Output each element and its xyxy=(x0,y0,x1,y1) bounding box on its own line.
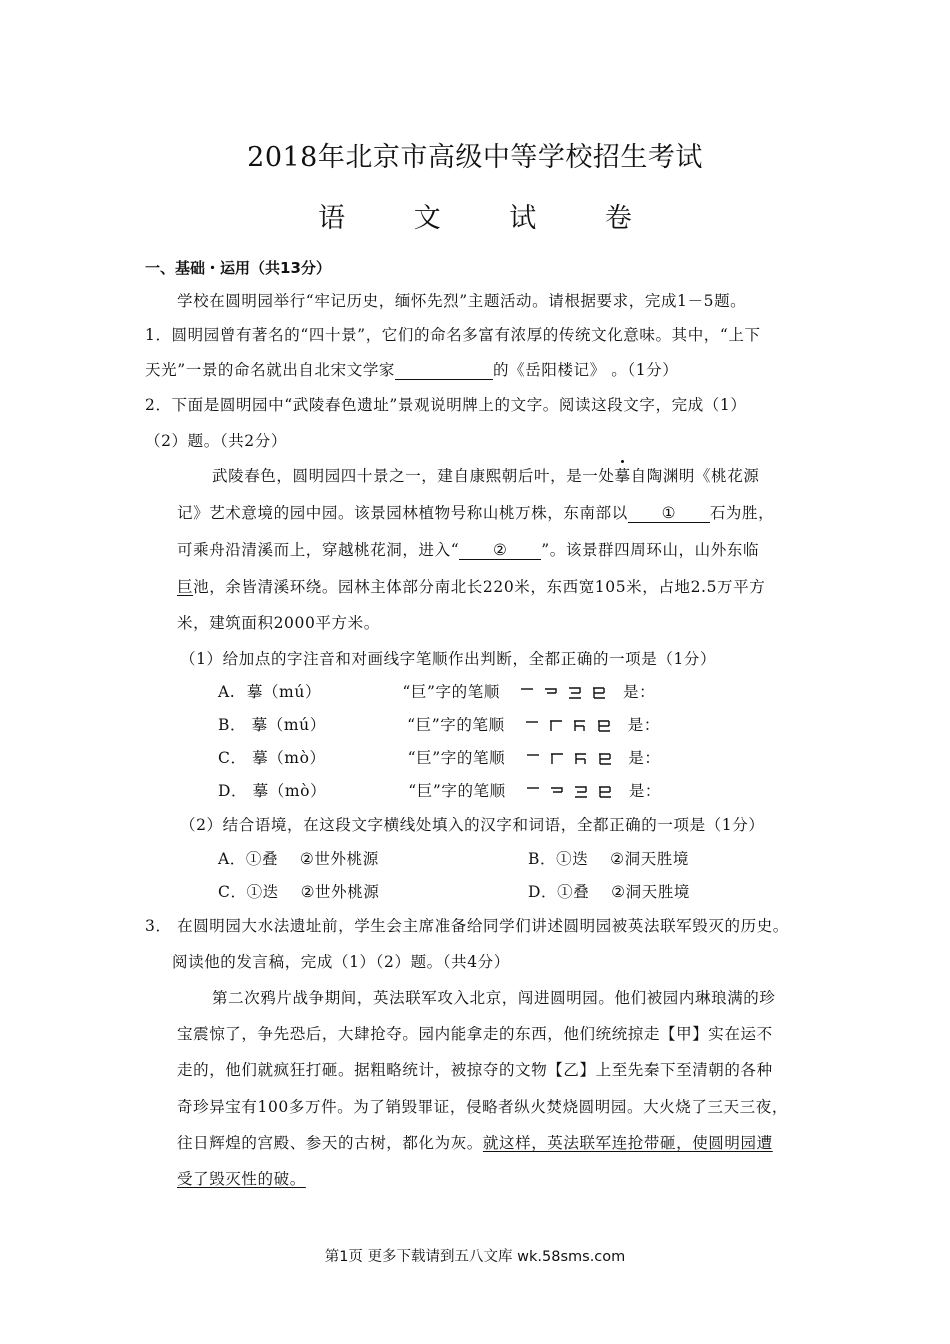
option-label: A． xyxy=(218,850,246,868)
page-footer: 第1页 更多下载请到五八文库 wk.58sms.com xyxy=(324,1249,626,1265)
dotted-char: 摹 xyxy=(615,464,631,486)
answer-blank[interactable] xyxy=(395,361,493,380)
option-label: D． xyxy=(218,782,248,800)
passage-text: ”。该景群四周环山，山外东临 xyxy=(541,541,760,559)
stroke-step-2 xyxy=(549,751,565,767)
page-subtitle xyxy=(0,196,950,235)
stroke-suffix: 是： xyxy=(623,683,656,701)
q3-passage-line5 xyxy=(177,1131,773,1153)
section-heading: 一、基础・运用（共13分） xyxy=(145,259,331,277)
q2-sub2-option-a[interactable] xyxy=(218,847,379,869)
stroke-label: “巨”字的笔顺 xyxy=(407,749,506,767)
option-text: 摹（mò） xyxy=(252,782,327,800)
q1-line2 xyxy=(145,358,678,380)
stroke-step-3 xyxy=(573,751,589,767)
q2-passage-line4 xyxy=(177,575,765,597)
option-choice-1: ①叠 xyxy=(557,883,590,901)
q2-passage-line3 xyxy=(177,538,759,560)
q2-line1: 2．下面是圆明园中“武陵春色遗址”景观说明牌上的文字。阅读这段文字，完成（1） xyxy=(145,396,747,414)
option-choice-2: ②洞天胜境 xyxy=(610,850,689,868)
stroke-suffix: 是： xyxy=(628,749,661,767)
option-label: C． xyxy=(218,749,247,767)
q2-passage-line2 xyxy=(177,501,774,523)
q2-sub2-option-c[interactable] xyxy=(218,880,379,902)
stroke-step-3 xyxy=(572,718,588,734)
option-text: 摹（mú） xyxy=(246,683,322,701)
underlined-sentence-end: 受了毁灭性的破。 xyxy=(177,1170,306,1188)
stroke-step-1 xyxy=(525,751,541,767)
stroke-order-a xyxy=(519,685,607,701)
option-label: A. xyxy=(218,683,236,701)
option-label: B． xyxy=(528,850,557,868)
stroke-step-3 xyxy=(573,784,589,800)
stroke-step-4 xyxy=(596,718,612,734)
q2-passage-line1 xyxy=(212,464,759,486)
q2-sub1-option-b[interactable] xyxy=(218,713,660,735)
q1-line1: 1．圆明园曾有著名的“四十景”，它们的命名多富有浓厚的传统文化意味。其中，“上下 xyxy=(145,326,761,344)
q3-passage-line3: 走的，他们就疯狂打砸。据粗略统计，被掠夺的文物【乙】上至先秦下至清朝的各种 xyxy=(177,1061,773,1079)
q3-passage-line2: 宝震惊了，争先恐后，大肆抢夺。园内能拿走的东西，他们统统掠走【甲】实在运不 xyxy=(177,1025,773,1043)
stroke-order-d xyxy=(525,784,613,800)
q2-sub2-question: （2）结合语境，在这段文字横线处填入的汉字和词语，全都正确的一项是（1分） xyxy=(180,816,765,834)
page-title: 2018年北京市高级中等学校招生考试 xyxy=(247,142,703,173)
q3-passage-line6 xyxy=(177,1167,306,1189)
q2-sub1-option-a[interactable] xyxy=(218,680,655,702)
stroke-order-b xyxy=(524,718,612,734)
stroke-step-1 xyxy=(525,784,541,800)
subtitle-char: 卷 xyxy=(604,203,632,234)
q2-line2: （2）题。（共2分） xyxy=(145,432,287,450)
subtitle-char: 语 xyxy=(318,203,346,234)
stroke-step-4 xyxy=(591,685,607,701)
stroke-label: “巨”字的笔顺 xyxy=(407,716,505,734)
stroke-label: “巨”字的笔顺 xyxy=(408,782,506,800)
option-text: 摹（mú） xyxy=(251,716,326,734)
option-choice-1: ①迭 xyxy=(246,883,279,901)
stroke-step-2 xyxy=(543,685,559,701)
option-choice-1: ①迭 xyxy=(556,850,589,868)
passage-text: 武陵春色，圆明园四十景之一，建自康熙朝后叶，是一处 xyxy=(212,467,615,485)
q2-sub1-option-c[interactable] xyxy=(218,746,660,768)
q2-passage-line5: 米，建筑面积2000平方米。 xyxy=(177,614,380,632)
section-intro: 学校在圆明园举行“牢记历史，缅怀先烈”主题活动。请根据要求，完成1－5题。 xyxy=(177,292,747,310)
option-label: C． xyxy=(218,883,247,901)
stroke-label: “巨”字的笔顺 xyxy=(402,683,500,701)
q3-line1: 3． 在圆明园大水法遗址前，学生会主席准备给同学们讲述圆明园被英法联军毁灭的历史。 xyxy=(145,917,789,935)
stroke-step-2 xyxy=(548,718,564,734)
q3-line2: 阅读他的发言稿，完成（1）（2）题。（共4分） xyxy=(172,953,510,971)
q3-passage-line1: 第二次鸦片战争期间，英法联军攻入北京，闯进圆明园。他们被园内琳琅满的珍 xyxy=(212,989,776,1007)
q2-sub2-option-d[interactable] xyxy=(528,880,690,902)
underlined-sentence: 就这样，英法联军连抢带砸，使圆明园遭 xyxy=(482,1134,773,1152)
option-choice-1: ①叠 xyxy=(245,850,279,868)
stroke-suffix: 是： xyxy=(627,716,660,734)
stroke-order-c xyxy=(525,751,613,767)
stroke-suffix: 是： xyxy=(628,782,662,800)
stroke-step-4 xyxy=(597,751,613,767)
option-label: B． xyxy=(218,716,247,734)
option-choice-2: ②世外桃源 xyxy=(299,850,379,868)
q2-sub2-option-b[interactable] xyxy=(528,847,689,869)
q1-line2-b: 的《岳阳楼记》 。（1分） xyxy=(493,361,679,379)
passage-text: 自陶渊明《桃花源 xyxy=(630,467,760,485)
q1-line2-a: 天光”一景的命名就出自北宋文学家 xyxy=(145,361,396,379)
passage-text: 石为胜， xyxy=(709,504,775,522)
stroke-step-3 xyxy=(567,685,583,701)
blank-1[interactable]: ① xyxy=(628,504,710,523)
passage-text: 记》艺术意境的园中园。该景园林植物号称山桃万株，东南部以 xyxy=(177,504,628,522)
q3-passage-line4: 奇珍异宝有100多万件。为了销毁罪证，侵略者纵火焚烧圆明园。大火烧了三天三夜， xyxy=(177,1098,788,1116)
stroke-step-2 xyxy=(549,784,565,800)
blank-2[interactable]: ② xyxy=(459,541,541,560)
option-label: D． xyxy=(528,883,558,901)
stroke-step-1 xyxy=(524,718,540,734)
option-choice-2: ②世外桃源 xyxy=(300,883,380,901)
stroke-step-4 xyxy=(597,784,613,800)
passage-text: 可乘舟沿清溪而上，穿越桃花洞，进入“ xyxy=(177,541,460,559)
q2-sub1-question: （1）给加点的字注音和对画线字笔顺作出判断，全都正确的一项是（1分） xyxy=(180,650,717,668)
passage-text: 池，余皆清溪环绕。园林主体部分南北长220米，东西宽105米，占地2.5万平方 xyxy=(193,578,766,596)
subtitle-char: 试 xyxy=(509,203,537,234)
option-text: 摹（mò） xyxy=(252,749,326,767)
underlined-char: 巨 xyxy=(177,578,194,596)
option-choice-2: ②洞天胜境 xyxy=(611,883,691,901)
stroke-step-1 xyxy=(519,685,535,701)
passage-text: 往日辉煌的宫殿、参天的古树，都化为灰。 xyxy=(177,1134,483,1152)
subtitle-char: 文 xyxy=(413,203,441,234)
q2-sub1-option-d[interactable] xyxy=(218,779,661,801)
